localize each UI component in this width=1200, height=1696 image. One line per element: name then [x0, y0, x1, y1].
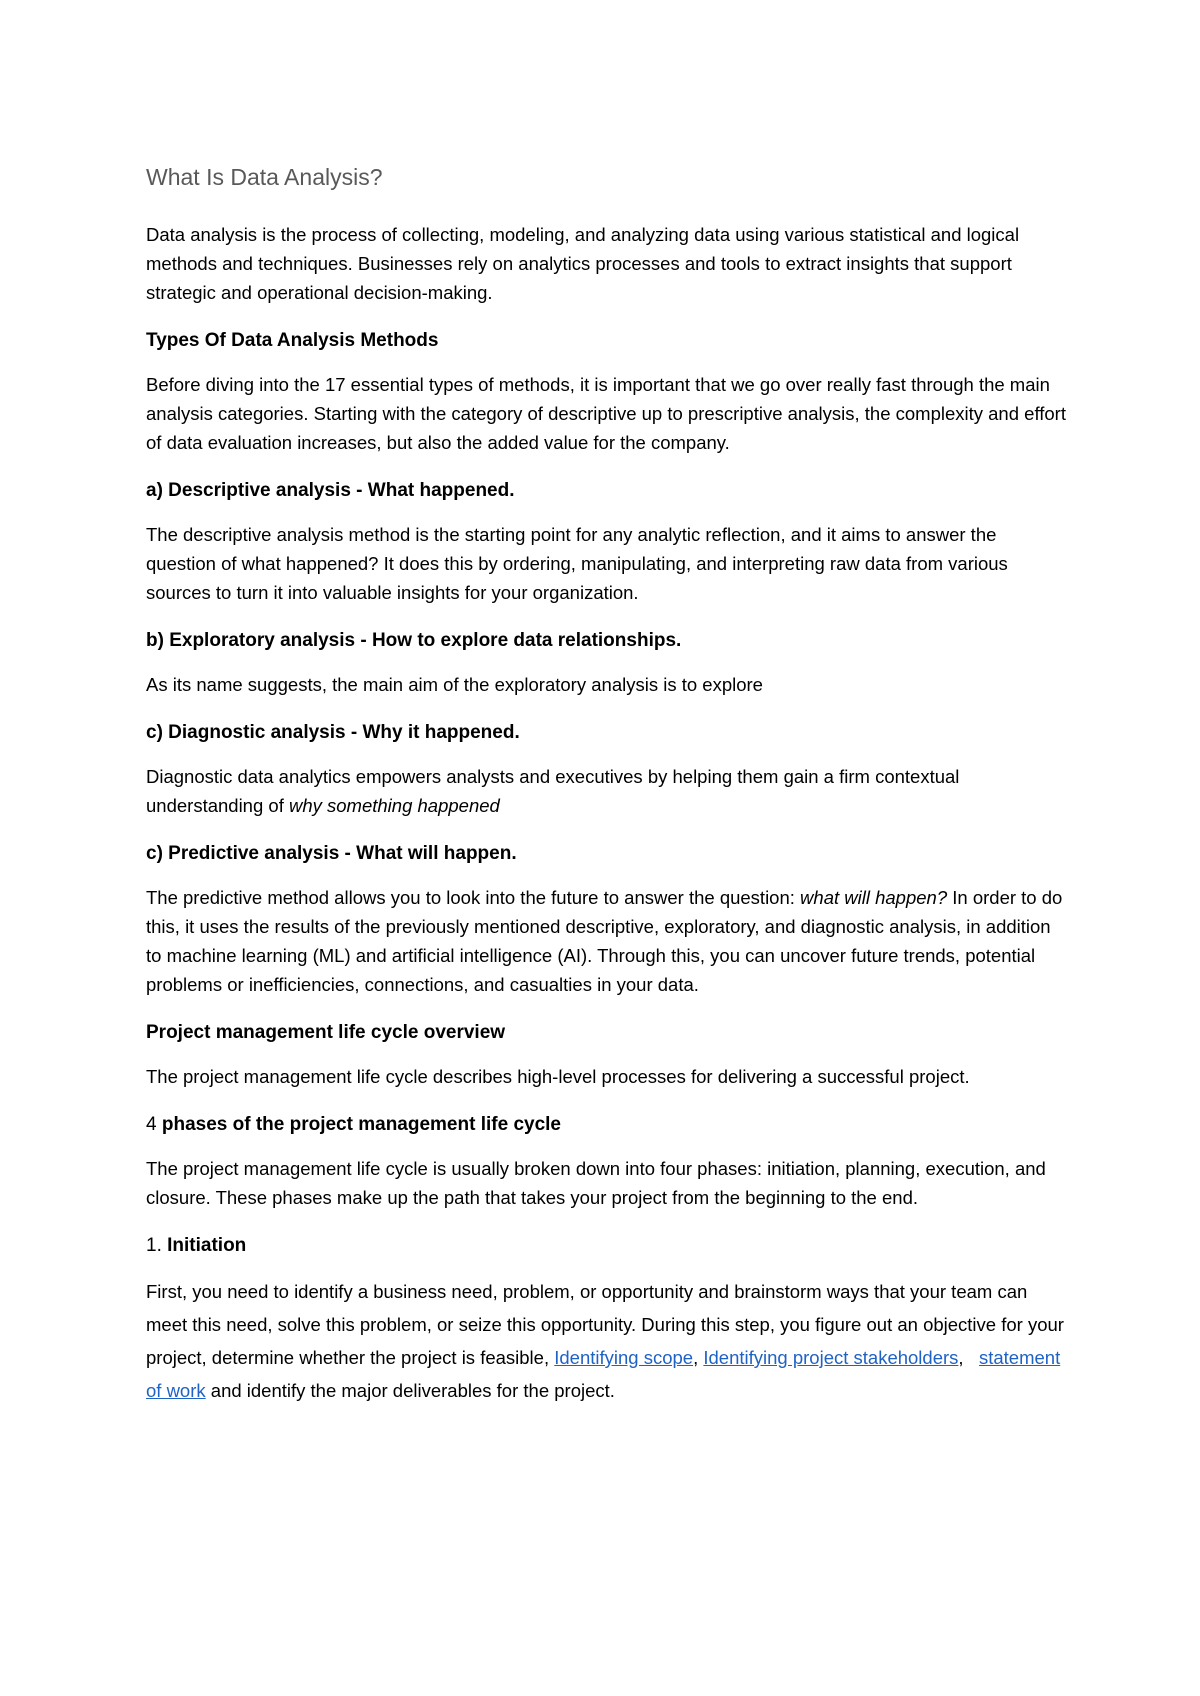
statement-of-work-link[interactable]: statement of work — [146, 1347, 1061, 1401]
phases-paragraph: The project management life cycle is usually broken down into four phases: initiation, planning, execution, and closure. These phases make up the path that takes your project from the beginning to the end. — [146, 1158, 1046, 1208]
initiation-heading — [146, 1231, 1066, 1260]
descriptive-heading: a) Descriptive analysis - What happened. — [146, 480, 515, 501]
pm-overview-heading: Project management life cycle overview — [146, 1022, 506, 1043]
document-body — [146, 160, 1066, 1426]
predictive-heading: c) Predictive analysis - What will happen. — [146, 843, 517, 864]
phases-heading-text: phases of the project management life cycle — [156, 1114, 561, 1135]
initiation-text: First, you need to identify a business need, problem, or opportunity and brainstorm ways that your team can meet this need, solve this problem, or seize this opportunity. During this step, you figure out an objective for your project, determine whether the project is feasible, — [146, 1281, 1064, 1368]
predictive-italic: what will happen? — [800, 887, 948, 908]
exploratory-heading: b) Exploratory analysis - How to explore data relationships. — [146, 630, 682, 651]
predictive-text-1: The predictive method allows you to look into the future to answer the question: — [146, 887, 801, 908]
exploratory-paragraph: As its name suggests, the main aim of the exploratory analysis is to explore — [146, 674, 763, 695]
diagnostic-italic: why something happened — [288, 795, 500, 816]
identifying-scope-link[interactable]: Identifying scope — [554, 1347, 694, 1368]
predictive-text-2: In order to do this, it uses the results of the previously mentioned descriptive, exploratory, and diagnostic analysis, in addition to machine learning (ML) and artificial intelligence (AI). Through this, you can uncover future trends, potential problems or inefficiencies, connections, and casualties in your data. — [146, 887, 1063, 995]
initiation-heading-number: 1. — [146, 1235, 162, 1256]
diagnostic-text: Diagnostic data analytics empowers analysts and executives by helping them gain a firm contextual understanding of — [146, 766, 960, 816]
descriptive-paragraph: The descriptive analysis method is the starting point for any analytic reflection, and it aims to answer the question of what happened? It does this by ordering, manipulating, and interpreting raw data from various sources to turn it into valuable insights for your organization. — [146, 524, 1008, 603]
phases-heading-number: 4 — [146, 1114, 157, 1135]
pm-overview-paragraph: The project management life cycle describes high-level processes for delivering a successful project. — [146, 1066, 970, 1087]
identifying-stakeholders-link[interactable]: Identifying project stakeholders — [703, 1347, 959, 1368]
initiation-paragraph — [146, 1275, 1066, 1407]
diagnostic-paragraph — [146, 762, 1066, 820]
link-separator-1: , — [693, 1347, 699, 1368]
initiation-heading-text: Initiation — [161, 1235, 247, 1256]
phases-heading — [146, 1110, 1066, 1139]
intro-paragraph: Data analysis is the process of collecting, modeling, and analyzing data using various statistical and logical methods and techniques. Businesses rely on analytics processes and tools to extract insights that support strategic and operational decision-making. — [146, 224, 1020, 303]
diagnostic-heading: c) Diagnostic analysis - Why it happened. — [146, 722, 520, 743]
initiation-tail: and identify the major deliverables for the project. — [205, 1380, 615, 1401]
predictive-paragraph — [146, 883, 1066, 999]
types-paragraph: Before diving into the 17 essential types of methods, it is important that we go over really fast through the main analysis categories. Starting with the category of descriptive up to prescriptive analysis, the complexity and effort of data evaluation increases, but also the added value for the company. — [146, 374, 1066, 453]
types-heading: Types Of Data Analysis Methods — [146, 330, 439, 351]
link-separator-2: , — [958, 1347, 964, 1368]
page-title: What Is Data Analysis? — [146, 164, 383, 190]
